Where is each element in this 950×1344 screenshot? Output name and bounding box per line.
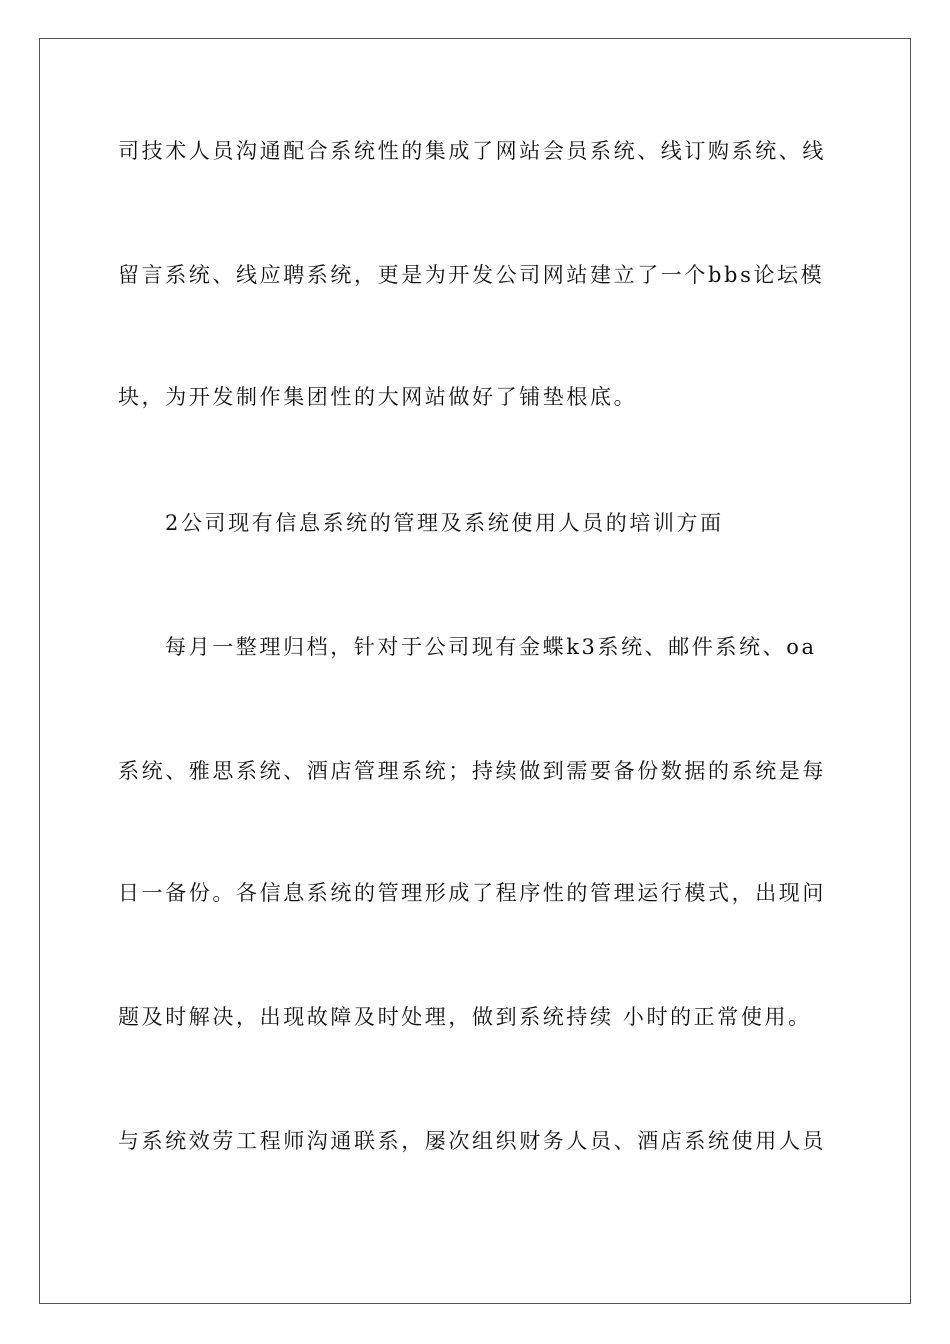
body-text-line-3: 块，为开发制作集团性的大网站做好了铺垫根底。 — [118, 385, 638, 409]
body-text-line-2: 留言系统、线应聘系统，更是为开发公司网站建立了一个bbs论坛模 — [118, 263, 825, 287]
body-text-line-9: 与系统效劳工程师沟通联系，屡次组织财务人员、酒店系统使用人员 — [118, 1129, 826, 1153]
body-text-line-7: 日一备份。各信息系统的管理形成了程序性的管理运行模式，出现问 — [118, 881, 826, 905]
body-text-line-8: 题及时解决，出现故障及时处理，做到系统持续 小时的正常使用。 — [118, 1005, 812, 1029]
body-text-line-5: 每月一整理归档，针对于公司现有金蝶k3系统、邮件系统、oa — [165, 635, 817, 659]
page-border — [39, 38, 911, 1304]
body-text-line-6: 系统、雅思系统、酒店管理系统；持续做到需要备份数据的系统是每 — [118, 759, 826, 783]
section-heading: 2公司现有信息系统的管理及系统使用人员的培训方面 — [165, 511, 724, 535]
body-text-line-1: 司技术人员沟通配合系统性的集成了网站会员系统、线订购系统、线 — [118, 139, 826, 163]
